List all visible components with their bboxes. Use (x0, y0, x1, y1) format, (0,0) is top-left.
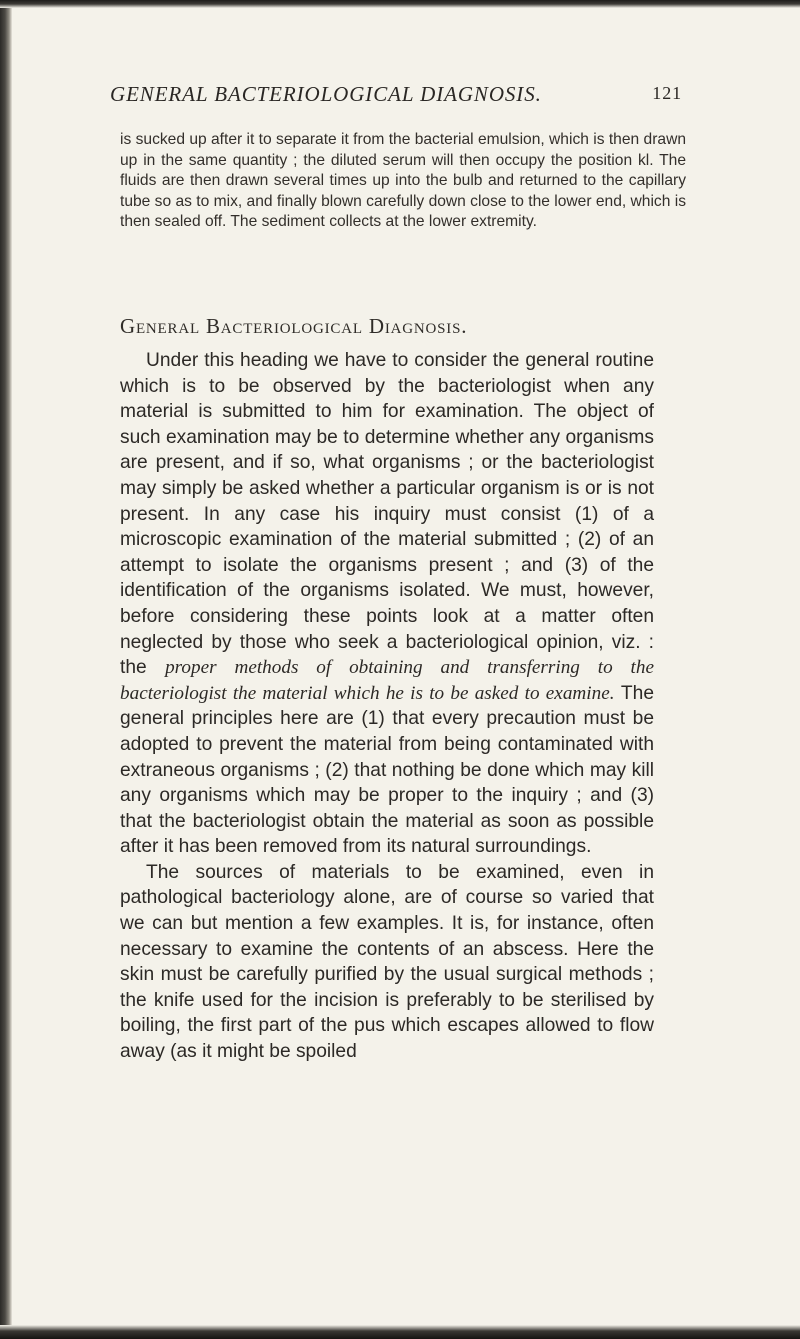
page-bottom-edge (0, 1325, 800, 1339)
paragraph-2: The sources of materials to be examined, even in pathological bacteriology alone, are of course so varied that we can but mention a few examples. It is, for instance, often necessary to examine the contents of an abscess. Here the skin must be carefully purified by the usual surgical methods ; the knife used for the incision is preferably to be sterilised by boiling, the first part of the pus which escapes allowed to flow away (as it might be spoiled (120, 861, 654, 1063)
paragraph-1-text-b: The general principles here are (1) that every precaution must be adopted to prevent the material from being contaminated with extraneous organisms ; (2) that nothing be done which may kill any organisms which may be proper to the inquiry ; and (3) that the bacteriologist obtain the material as soon as possible after it has been removed from its natural surroundings. (120, 682, 654, 858)
section-heading: General Bacteriological Diagnosis. (120, 314, 468, 338)
paragraph-1-text-a: Under this heading we have to consider the general routine which is to be observed by the bacteriologist when any material is submitted to him for examination. The object of such examination may be to determine whether any organisms are present, and if so, what organisms ; or the bacteriologist may simply be asked whether a particular organism is or is not present. In any case his inquiry must consist (1) of a microscopic examination of the material submitted ; (2) of an attempt to isolate the organisms present ; and (3) of the identification of the organisms isolated. We must, however, before considering these points look at a matter often neglected by those who seek a bacteriological opinion, viz. : the (120, 350, 654, 679)
section-body (120, 348, 654, 1065)
page-top-edge (0, 0, 800, 8)
intro-paragraph: is sucked up after it to separate it from the bacterial emulsion, which is then drawn up in the same quantity ; the diluted serum will then occupy the position kl. The fluids are then drawn several times up into the bulb and returned to the capillary tube so as to mix, and finally blown carefully down close to the lower end, which is then sealed off. The sediment collects at the lower extremity. (120, 131, 686, 230)
paragraph-1 (120, 348, 654, 860)
page-header (110, 82, 700, 112)
paragraph-1-emphasis: proper methods of obtaining and transferring to the bacteriologist the material which he is to be asked to examine. (120, 657, 654, 704)
page-number: 121 (652, 83, 682, 103)
running-head: GENERAL BACTERIOLOGICAL DIAGNOSIS. (110, 82, 542, 106)
page-binding-edge (0, 0, 12, 1339)
